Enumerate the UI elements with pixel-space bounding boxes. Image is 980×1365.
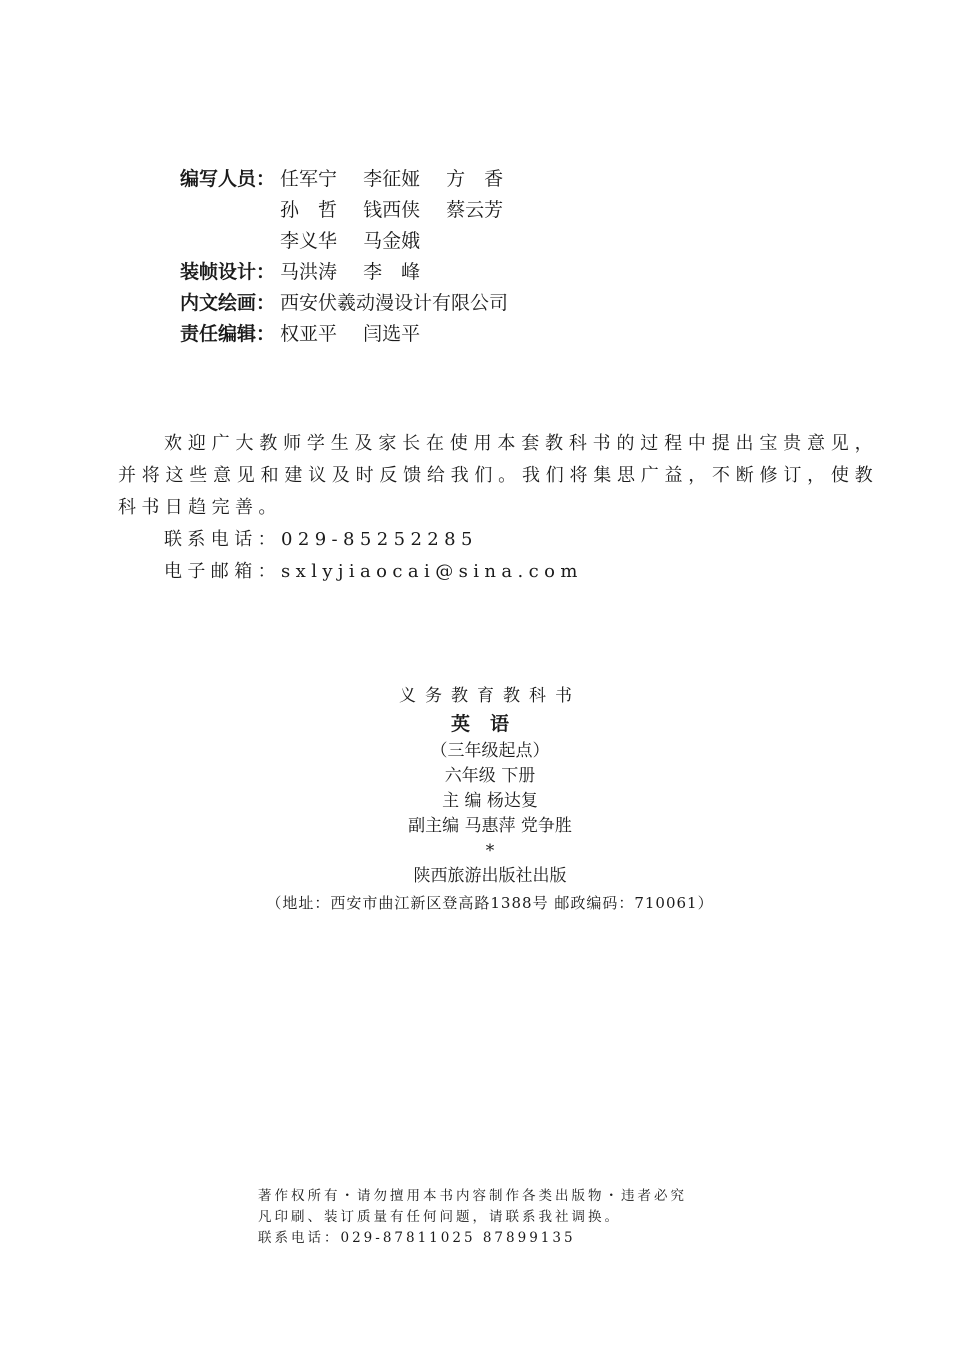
copyright-line: 著作权所有・请勿擅用本书内容制作各类出版物・违者必究 bbox=[258, 1188, 687, 1204]
feedback-notice bbox=[118, 428, 878, 588]
credit-row-writers-2 bbox=[180, 195, 528, 226]
contact-email: 电子邮箱：sxlyjiaocai@sina.com bbox=[164, 561, 583, 582]
chief-editor: 主 编 杨达复 bbox=[442, 791, 538, 811]
credit-row-design bbox=[180, 257, 528, 288]
credit-name: 孙 哲 bbox=[280, 199, 338, 221]
credit-name: 方 香 bbox=[446, 168, 504, 190]
credit-name: 蔡云芳 bbox=[446, 199, 504, 221]
credit-name: 西安伏羲动漫设计有限公司 bbox=[280, 292, 509, 314]
colophon bbox=[0, 684, 980, 916]
credit-name: 李征娅 bbox=[363, 168, 421, 190]
credit-label: 责任编辑： bbox=[180, 323, 276, 345]
edition-note: （三年级起点） bbox=[430, 741, 550, 761]
credit-name: 任军宁 bbox=[280, 168, 338, 190]
credit-name: 马金娥 bbox=[363, 230, 421, 252]
publisher: 陕西旅游出版社出版 bbox=[413, 866, 567, 886]
contact-phone: 联系电话：029-85252285 bbox=[164, 529, 478, 550]
credit-name: 李 峰 bbox=[363, 261, 421, 283]
book-title: 英语 bbox=[450, 713, 529, 735]
credit-row-illustration bbox=[180, 288, 528, 319]
grade-volume: 六年级 下册 bbox=[444, 766, 536, 786]
credit-name: 闫选平 bbox=[363, 323, 421, 345]
separator-mark: * bbox=[485, 841, 495, 861]
credit-name: 马洪涛 bbox=[280, 261, 338, 283]
credit-label: 编写人员： bbox=[180, 168, 276, 190]
copyright-footer bbox=[258, 1186, 687, 1249]
credit-label: 装帧设计： bbox=[180, 261, 276, 283]
deputy-editors: 副主编 马惠萍 党争胜 bbox=[408, 816, 572, 836]
footer-phone: 联系电话：029-87811025 87899135 bbox=[258, 1230, 576, 1246]
credit-label bbox=[180, 195, 280, 226]
credit-row-writers bbox=[180, 164, 528, 195]
notice-paragraph: 欢迎广大教师学生及家长在使用本套教科书的过程中提出宝贵意见，并将这些意见和建议及时反馈给我们。我们将集思广益，不断修订，使教科书日趋完善。 bbox=[118, 433, 878, 518]
series-name: 义务教育教科书 bbox=[399, 686, 581, 706]
quality-line: 凡印刷、装订质量有任何问题，请联系我社调换。 bbox=[258, 1209, 621, 1225]
credit-name: 李义华 bbox=[280, 230, 338, 252]
publisher-address: （地址：西安市曲江新区登高路1388号 邮政编码：710061） bbox=[266, 894, 714, 912]
credits-block bbox=[180, 164, 528, 350]
credit-row-editors bbox=[180, 319, 528, 350]
credit-label: 内文绘画： bbox=[180, 292, 276, 314]
credit-name: 钱西侠 bbox=[363, 199, 421, 221]
credit-name: 权亚平 bbox=[280, 323, 338, 345]
credit-row-writers-3 bbox=[180, 226, 528, 257]
credit-label bbox=[180, 226, 280, 257]
